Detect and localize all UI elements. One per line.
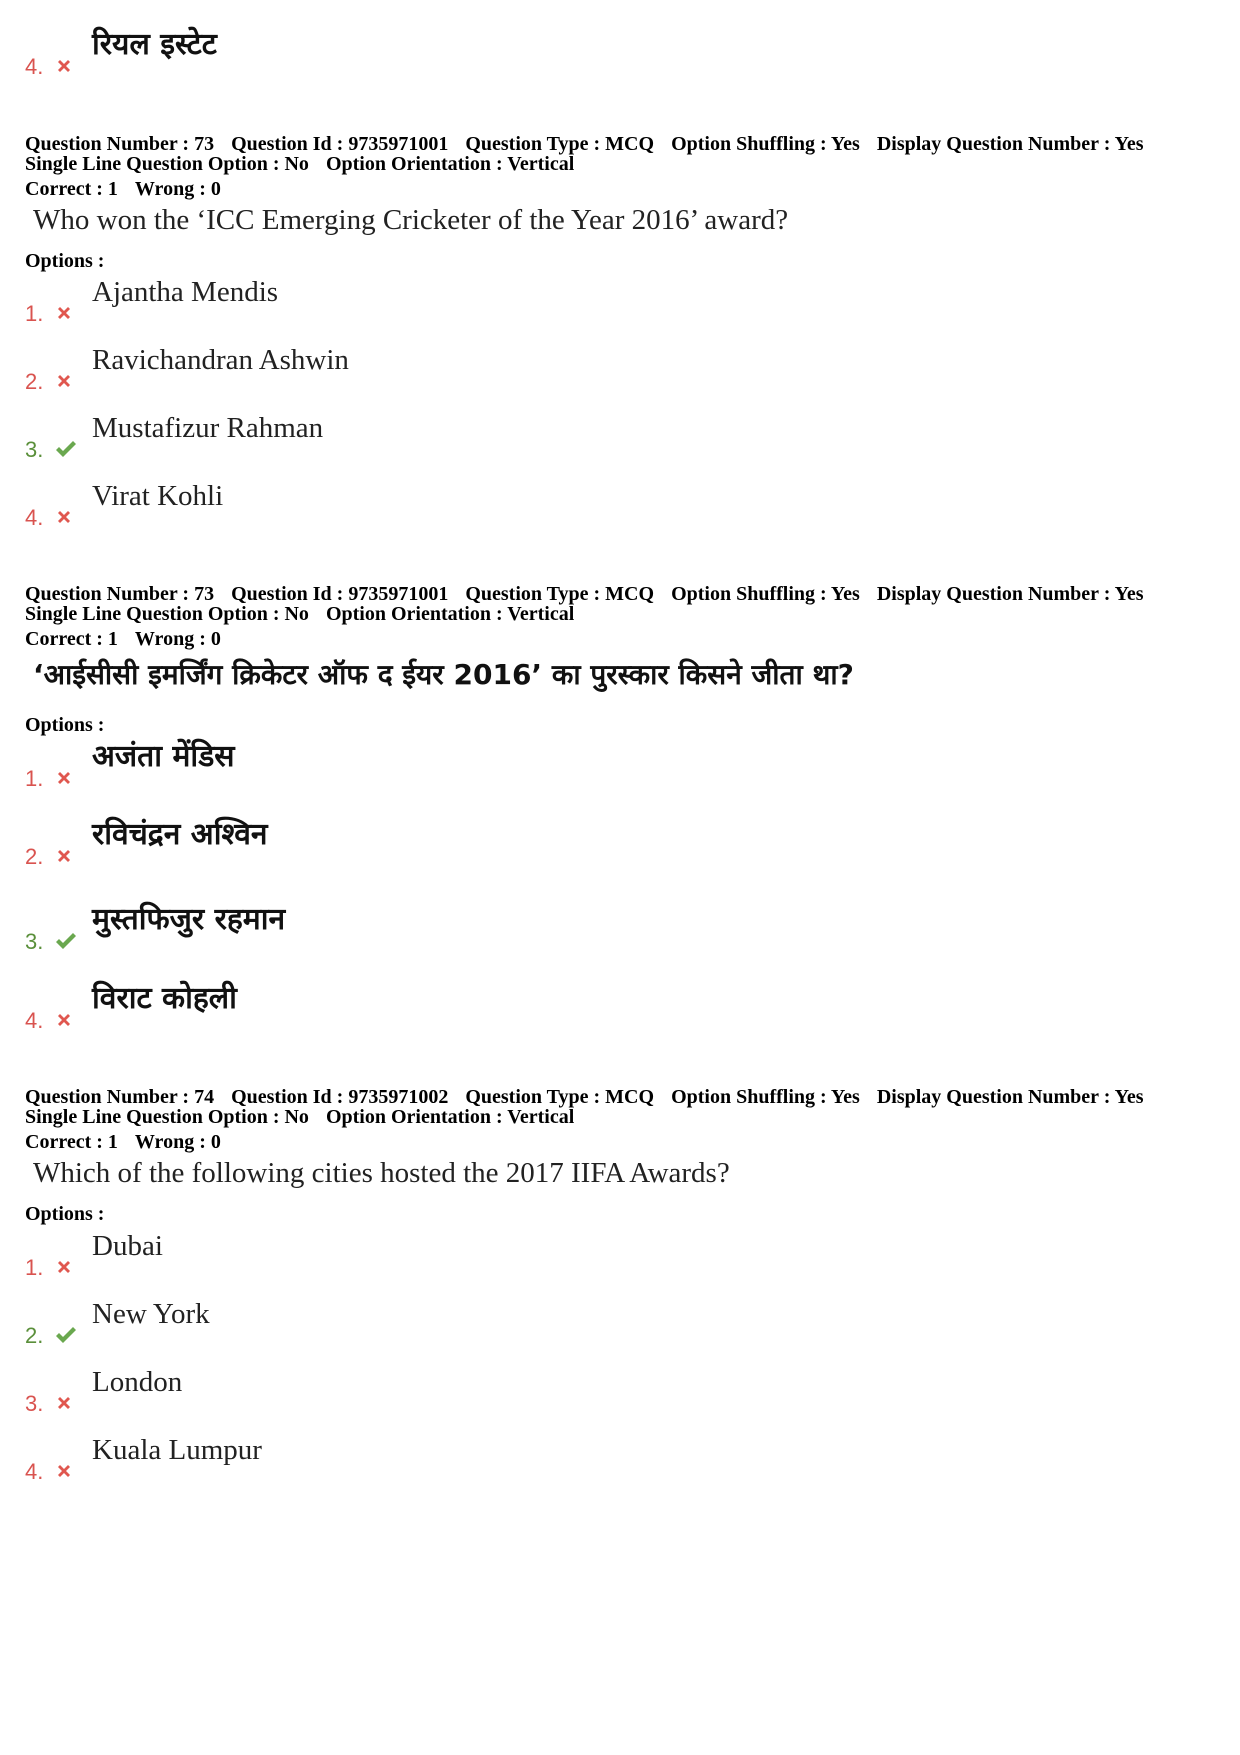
- cross-icon: [54, 768, 74, 788]
- question-id: Question Id : 9735971001: [231, 583, 449, 605]
- question-id: Question Id : 9735971002: [231, 1086, 449, 1108]
- question-meta-line-1: [25, 583, 1144, 605]
- option-item: [0, 411, 1200, 461]
- single-line-option: Single Line Question Option : No: [25, 1106, 309, 1128]
- options-label: Options :: [25, 1203, 105, 1225]
- question-meta-line-2: [25, 153, 574, 175]
- option-shuffling: Option Shuffling : Yes: [671, 1086, 860, 1108]
- cross-icon: [54, 507, 74, 527]
- check-icon: [54, 1325, 78, 1345]
- display-question-number: Display Question Number : Yes: [876, 1086, 1144, 1108]
- option-orientation: Option Orientation : Vertical: [325, 153, 575, 175]
- option-shuffling: Option Shuffling : Yes: [671, 583, 860, 605]
- option-text: मुस्तफिजुर रहमान: [92, 902, 286, 937]
- cross-icon: [54, 846, 74, 866]
- option-item: [0, 982, 1200, 1032]
- option-item: [0, 1229, 1200, 1279]
- option-number: 4.: [25, 505, 44, 530]
- option-text: New York: [92, 1298, 210, 1330]
- option-text: Mustafizur Rahman: [92, 412, 324, 444]
- question-id: Question Id : 9735971001: [231, 133, 449, 155]
- option-number: 2.: [25, 844, 44, 869]
- question-score: [25, 628, 221, 650]
- option-item: [0, 903, 1200, 953]
- option-text: Kuala Lumpur: [92, 1434, 262, 1466]
- display-question-number: Display Question Number : Yes: [876, 133, 1144, 155]
- check-icon: [54, 931, 78, 951]
- option-text: Ajantha Mendis: [92, 276, 279, 308]
- option-number: 3.: [25, 929, 44, 954]
- option-text: अजंता मेंडिस: [92, 739, 235, 774]
- options-label: Options :: [25, 250, 105, 272]
- check-icon: [54, 439, 78, 459]
- cross-icon: [54, 56, 74, 76]
- option-text: रविचंद्रन अश्विन: [92, 817, 268, 852]
- option-text: Virat Kohli: [92, 480, 224, 512]
- cross-icon: [54, 1010, 74, 1030]
- wrong-score: Wrong : 0: [134, 628, 221, 650]
- wrong-score: Wrong : 0: [134, 178, 221, 200]
- single-line-option: Single Line Question Option : No: [25, 153, 309, 175]
- option-orientation: Option Orientation : Vertical: [325, 1106, 575, 1128]
- option-number: 3.: [25, 1391, 44, 1416]
- cross-icon: [54, 1257, 74, 1277]
- option-item: [0, 740, 1200, 790]
- cross-icon: [54, 1393, 74, 1413]
- option-number: 4.: [25, 1459, 44, 1484]
- option-number: 4.: [25, 54, 44, 79]
- correct-score: Correct : 1: [25, 628, 118, 650]
- option-item: [0, 28, 1200, 78]
- cross-icon: [54, 303, 74, 323]
- option-text: विराट कोहली: [92, 981, 237, 1016]
- question-number: Question Number : 73: [25, 133, 215, 155]
- cross-icon: [54, 371, 74, 391]
- option-text: Dubai: [92, 1230, 163, 1262]
- option-shuffling: Option Shuffling : Yes: [671, 133, 860, 155]
- correct-score: Correct : 1: [25, 178, 118, 200]
- question-text: Who won the ‘ICC Emerging Cricketer of the Year 2016’ award?: [33, 204, 789, 236]
- question-meta-line-2: [25, 1106, 574, 1128]
- option-number: 2.: [25, 1323, 44, 1348]
- option-item: [0, 1297, 1200, 1347]
- question-text: Which of the following cities hosted the 2017 IIFA Awards?: [33, 1157, 730, 1189]
- question-score: [25, 178, 221, 200]
- question-type: Question Type : MCQ: [465, 133, 655, 155]
- correct-score: Correct : 1: [25, 1131, 118, 1153]
- option-orientation: Option Orientation : Vertical: [325, 603, 575, 625]
- question-type: Question Type : MCQ: [465, 583, 655, 605]
- option-item: [0, 1433, 1200, 1483]
- question-type: Question Type : MCQ: [465, 1086, 655, 1108]
- question-meta-line-2: [25, 603, 574, 625]
- question-number: Question Number : 74: [25, 1086, 215, 1108]
- option-text: रियल इस्टेट: [92, 27, 217, 62]
- option-item: [0, 818, 1200, 868]
- cross-icon: [54, 1461, 74, 1481]
- option-text: London: [92, 1366, 183, 1398]
- option-number: 1.: [25, 766, 44, 791]
- option-number: 3.: [25, 437, 44, 462]
- single-line-option: Single Line Question Option : No: [25, 603, 309, 625]
- display-question-number: Display Question Number : Yes: [876, 583, 1144, 605]
- option-item: [0, 479, 1200, 529]
- question-score: [25, 1131, 221, 1153]
- options-label: Options :: [25, 714, 105, 736]
- option-number: 1.: [25, 301, 44, 326]
- option-item: [0, 343, 1200, 393]
- question-number: Question Number : 73: [25, 583, 215, 605]
- option-number: 1.: [25, 1255, 44, 1280]
- question-meta-line-1: [25, 133, 1144, 155]
- option-text: Ravichandran Ashwin: [92, 344, 349, 376]
- option-item: [0, 1365, 1200, 1415]
- question-meta-line-1: [25, 1086, 1144, 1108]
- wrong-score: Wrong : 0: [134, 1131, 221, 1153]
- question-text: ‘आईसीसी इमर्जिंग क्रिकेटर ऑफ द ईयर 2016’ का पुरस्कार किसने जीता था?: [33, 658, 854, 691]
- option-number: 2.: [25, 369, 44, 394]
- option-number: 4.: [25, 1008, 44, 1033]
- option-item: [0, 275, 1200, 325]
